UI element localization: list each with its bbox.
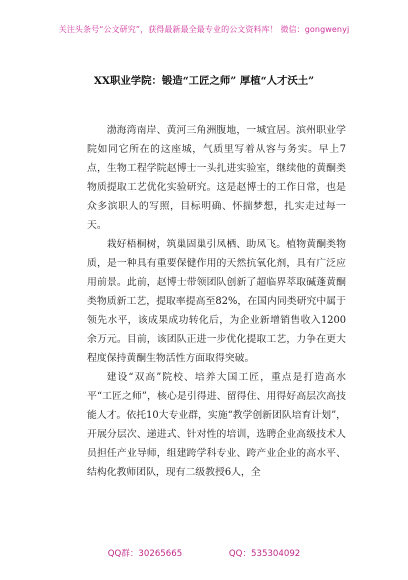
footer-contact: [0, 547, 408, 559]
document-body: [87, 121, 346, 482]
footer-qq-group: QQ群：30265665: [107, 549, 183, 559]
footer-qq-number: QQ：535304092: [228, 549, 301, 559]
body-paragraph: 建设“双高”院校、培养大国工匠，重点是打造高水平“工匠之师”，核心是引得进、留得住、用得好高层次高技能人才。依托10大专业群，实施“教学创新团队培育计划”，开展分层次、递进式、针对性的培训，选聘企业高级技术人员担任产业导师，组建跨学科专业、跨产业企业的高水平、结构化教师团队，现有二级教授6人，全: [87, 372, 346, 478]
body-paragraph: 栽好梧桐树，筑巢固巢引凤栖、助凤飞。植物黄酮类物质，是一种具有重要保健作用的天然抗氧化剂，具有广泛应用前景。此前，赵博士带领团队创新了超临界萃取碱蓬黄酮类物质新工艺，提取率提高至82%，在国内同类研究中属于领先水平，该成果成功转化后，为企业新增销售收入1200余万元。目前，该团队正进一步优化提取工艺，力争在更大程度保持黄酮生物活性方面取得突破。: [87, 239, 346, 364]
document-title: XX职业学院：锻造“工匠之师” 厚植“人才沃土”: [93, 75, 315, 87]
header-promo-note: 关注头条号“公文研究”，获得最新最全最专业的公文资料库！ 微信：gongwenyj: [58, 25, 350, 34]
body-paragraph: 渤海湾南岸、黄河三角洲腹地，一城宜居。滨州职业学院如同它所在的这座城，气质里写着从容与务实。早上7点，生物工程学院赵博士一头扎进实验室，继续他的黄酮类物质提取工艺优化实验研究。这是赵博士的工作日常，也是众多滨职人的写照，目标明确、怀揣梦想，扎实走过每一天。: [87, 125, 346, 231]
